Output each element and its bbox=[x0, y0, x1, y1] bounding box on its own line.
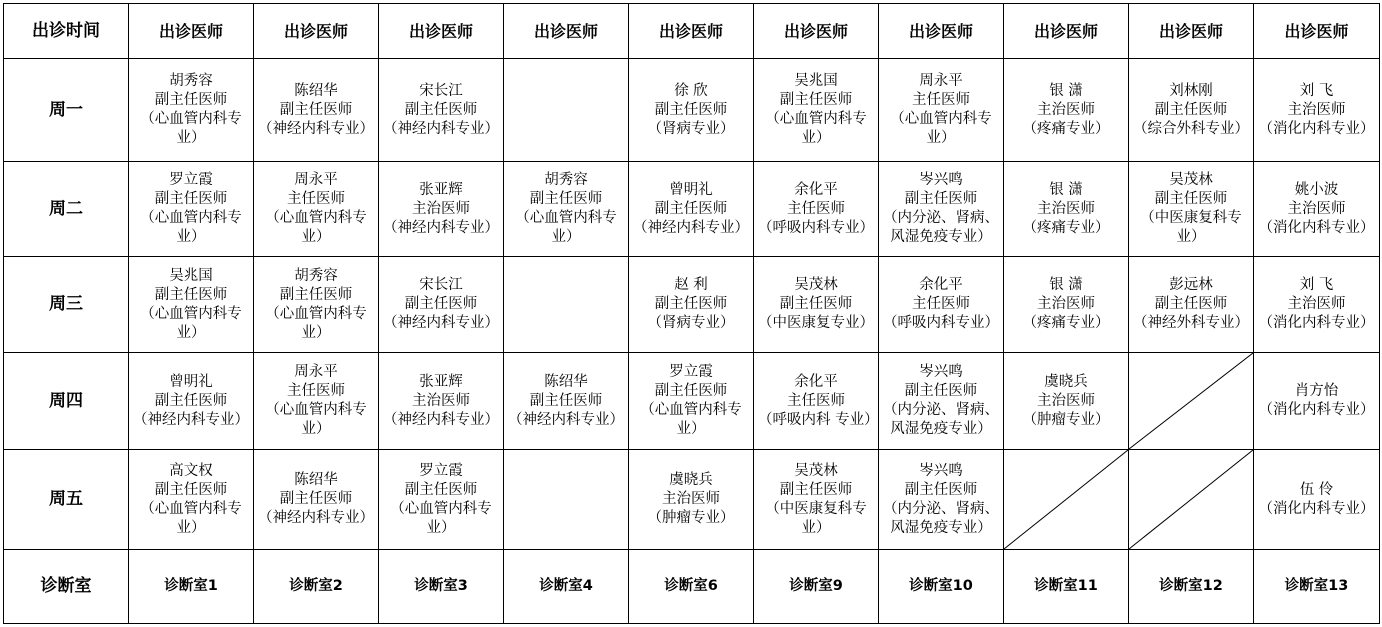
header-doctor-column: 出诊医师 bbox=[629, 4, 754, 59]
doctor-specialty: （神经内科专业） bbox=[383, 120, 499, 137]
doctor-title: 主任医师 bbox=[787, 200, 845, 217]
doctor-title: 副主任医师 bbox=[154, 191, 228, 207]
doctor-title: 副主任医师 bbox=[529, 392, 603, 409]
doctor-cell bbox=[254, 257, 379, 353]
doctor-title: 副主任医师 bbox=[279, 286, 353, 303]
doctor-specialty: （呼吸内科专业） bbox=[883, 315, 999, 331]
no-clinic-slash-cell bbox=[1129, 450, 1254, 550]
room-cell: 诊断室11 bbox=[1004, 550, 1129, 624]
room-cell: 诊断室3 bbox=[379, 550, 504, 624]
doctor-specialty: （神经外科专业） bbox=[1133, 315, 1249, 331]
doctor-title: 副主任医师 bbox=[654, 383, 728, 399]
doctor-cell bbox=[379, 353, 504, 450]
doctor-cell bbox=[379, 257, 504, 353]
doctor-name: 吴兆国 bbox=[169, 267, 213, 284]
doctor-name: 高文权 bbox=[169, 462, 213, 479]
header-doctor-column: 出诊医师 bbox=[879, 4, 1004, 59]
doctor-specialty: （心血管内科专业） bbox=[140, 305, 242, 341]
doctor-specialty: （肿瘤专业） bbox=[647, 510, 735, 526]
room-cell: 诊断室4 bbox=[504, 550, 629, 624]
doctor-name: 周永平 bbox=[919, 73, 963, 89]
doctor-specialty: （中医康复科专业） bbox=[1140, 210, 1242, 245]
doctor-cell bbox=[129, 257, 254, 353]
doctor-name: 罗立霞 bbox=[669, 364, 713, 380]
doctor-cell bbox=[129, 162, 254, 257]
doctor-name: 周永平 bbox=[294, 172, 338, 188]
doctor-name: 宋长江 bbox=[419, 277, 463, 293]
doctor-title: 副主任医师 bbox=[654, 200, 728, 217]
doctor-title: 主治医师 bbox=[1037, 200, 1095, 217]
doctor-title: 副主任医师 bbox=[654, 101, 728, 118]
doctor-cell bbox=[1004, 257, 1129, 353]
diagonal-slash-mark bbox=[1129, 353, 1253, 449]
no-clinic-slash-cell bbox=[1004, 450, 1129, 550]
doctor-title: 主治医师 bbox=[1287, 200, 1346, 217]
day-row bbox=[4, 162, 1380, 257]
day-row bbox=[4, 353, 1380, 450]
clinic-schedule-table bbox=[3, 3, 1380, 624]
doctor-cell bbox=[879, 162, 1004, 257]
doctor-cell bbox=[879, 450, 1004, 550]
doctor-title: 主任医师 bbox=[287, 191, 345, 207]
doctor-title: 主治医师 bbox=[412, 392, 470, 409]
doctor-name: 虞晓兵 bbox=[1044, 373, 1088, 390]
doctor-title: 副主任医师 bbox=[154, 481, 228, 498]
doctor-specialty: （心血管内科专业） bbox=[390, 500, 492, 536]
doctor-cell bbox=[129, 353, 254, 450]
doctor-name: 姚小波 bbox=[1294, 181, 1339, 198]
diagonal-slash-mark bbox=[1004, 450, 1128, 549]
room-cell: 诊断室12 bbox=[1129, 550, 1254, 624]
doctor-title: 主治医师 bbox=[412, 200, 470, 217]
doctor-cell bbox=[1004, 353, 1129, 450]
doctor-name: 岑兴鸣 bbox=[919, 364, 963, 380]
empty-cell bbox=[504, 59, 629, 162]
room-cell: 诊断室2 bbox=[254, 550, 379, 624]
doctor-name: 岑兴鸣 bbox=[919, 172, 963, 188]
header-doctor-column: 出诊医师 bbox=[379, 4, 504, 59]
doctor-specialty: （神经内科专业） bbox=[633, 219, 749, 236]
doctor-specialty: （消化内科专业） bbox=[1258, 500, 1375, 517]
header-doctor-column: 出诊医师 bbox=[129, 4, 254, 59]
doctor-specialty: （疼痛专业） bbox=[1022, 219, 1110, 236]
doctor-cell bbox=[379, 450, 504, 550]
doctor-name: 陈绍华 bbox=[294, 472, 338, 488]
doctor-cell bbox=[1254, 162, 1380, 257]
doctor-name: 彭远林 bbox=[1169, 277, 1213, 293]
doctor-title: 副主任医师 bbox=[904, 481, 978, 498]
doctor-title: 主治医师 bbox=[1037, 296, 1095, 312]
doctor-specialty: （肾病专业） bbox=[647, 120, 735, 137]
header-doctor-column: 出诊医师 bbox=[1254, 4, 1380, 59]
doctor-name: 肖方怡 bbox=[1294, 383, 1339, 399]
doctor-name: 吴茂林 bbox=[794, 277, 838, 293]
doctor-name: 刘 飞 bbox=[1299, 82, 1334, 99]
doctor-title: 副主任医师 bbox=[779, 481, 853, 498]
doctor-specialty: （肿瘤专业） bbox=[1022, 411, 1110, 428]
doctor-cell bbox=[504, 353, 629, 450]
day-row bbox=[4, 257, 1380, 353]
doctor-name: 宋长江 bbox=[419, 82, 463, 99]
doctor-title: 副主任医师 bbox=[279, 491, 353, 507]
doctor-cell bbox=[629, 162, 754, 257]
room-cell: 诊断室9 bbox=[754, 550, 879, 624]
doctor-cell bbox=[504, 162, 629, 257]
doctor-title: 主治医师 bbox=[1037, 101, 1095, 118]
doctor-specialty: （神经内科专业） bbox=[258, 120, 374, 137]
doctor-specialty: （心血管内科专业） bbox=[765, 111, 867, 146]
doctor-cell bbox=[254, 59, 379, 162]
doctor-title: 副主任医师 bbox=[404, 101, 478, 118]
day-row bbox=[4, 450, 1380, 550]
doctor-title: 副主任医师 bbox=[904, 191, 978, 207]
doctor-name: 吴兆国 bbox=[794, 73, 838, 89]
doctor-name: 周永平 bbox=[294, 364, 338, 380]
doctor-name: 余化平 bbox=[794, 373, 838, 390]
doctor-specialty: （中医康复专业） bbox=[758, 315, 874, 331]
header-corner-cell: 出诊时间 bbox=[4, 4, 129, 59]
doctor-specialty: （心血管内科专业） bbox=[515, 210, 617, 245]
doctor-specialty: （神经内科专业） bbox=[258, 510, 374, 526]
doctor-specialty: （综合外科专业） bbox=[1133, 120, 1249, 137]
doctor-cell bbox=[129, 450, 254, 550]
doctor-cell bbox=[254, 162, 379, 257]
doctor-cell bbox=[1254, 59, 1380, 162]
header-row bbox=[4, 4, 1380, 59]
doctor-name: 银 潇 bbox=[1049, 277, 1083, 293]
doctor-cell bbox=[754, 162, 879, 257]
doctor-cell bbox=[1254, 257, 1380, 353]
doctor-name: 吴茂林 bbox=[794, 462, 838, 479]
doctor-specialty: （疼痛专业） bbox=[1022, 120, 1110, 137]
room-row-label: 诊断室 bbox=[4, 550, 129, 624]
doctor-cell bbox=[879, 353, 1004, 450]
room-cell: 诊断室1 bbox=[129, 550, 254, 624]
doctor-specialty: （消化内科专业） bbox=[1258, 315, 1375, 331]
doctor-cell bbox=[1129, 257, 1254, 353]
doctor-cell bbox=[1129, 162, 1254, 257]
doctor-cell bbox=[254, 450, 379, 550]
doctor-name: 陈绍华 bbox=[544, 373, 588, 390]
doctor-specialty: （消化内科专业） bbox=[1258, 120, 1375, 137]
doctor-name: 罗立霞 bbox=[419, 462, 463, 479]
doctor-name: 余化平 bbox=[919, 277, 963, 293]
doctor-specialty: （心血管内科专业） bbox=[140, 111, 242, 146]
doctor-cell bbox=[754, 450, 879, 550]
doctor-name: 陈绍华 bbox=[294, 82, 338, 99]
doctor-specialty: （消化内科专业） bbox=[1258, 219, 1375, 236]
doctor-cell bbox=[129, 59, 254, 162]
doctor-specialty: （心血管内科专业） bbox=[890, 111, 992, 146]
doctor-title: 副主任医师 bbox=[779, 296, 853, 312]
doctor-cell bbox=[1129, 59, 1254, 162]
doctor-title: 副主任医师 bbox=[404, 481, 478, 498]
room-cell: 诊断室10 bbox=[879, 550, 1004, 624]
doctor-title: 副主任医师 bbox=[279, 101, 353, 118]
day-label: 周四 bbox=[4, 353, 129, 450]
doctor-title: 副主任医师 bbox=[1154, 296, 1228, 312]
header-doctor-column: 出诊医师 bbox=[1004, 4, 1129, 59]
doctor-specialty: （神经内科专业） bbox=[383, 219, 499, 236]
doctor-title: 主任医师 bbox=[912, 92, 970, 108]
doctor-specialty: （内分泌、肾病、风湿免疫专业） bbox=[883, 402, 999, 437]
doctor-cell bbox=[754, 257, 879, 353]
header-doctor-column: 出诊医师 bbox=[754, 4, 879, 59]
doctor-name: 曾明礼 bbox=[669, 181, 713, 198]
doctor-specialty: （神经内科专业） bbox=[133, 411, 249, 428]
doctor-cell bbox=[1254, 450, 1380, 550]
doctor-name: 张亚辉 bbox=[419, 181, 463, 198]
doctor-title: 副主任医师 bbox=[154, 392, 228, 409]
doctor-specialty: （呼吸内科 专业） bbox=[758, 411, 879, 428]
doctor-cell bbox=[629, 353, 754, 450]
doctor-cell bbox=[1254, 353, 1380, 450]
empty-cell bbox=[504, 257, 629, 353]
no-clinic-slash-cell bbox=[1129, 353, 1254, 450]
doctor-title: 副主任医师 bbox=[654, 296, 728, 312]
doctor-name: 罗立霞 bbox=[169, 172, 213, 188]
doctor-cell bbox=[754, 59, 879, 162]
doctor-name: 胡秀容 bbox=[294, 267, 338, 284]
doctor-title: 主任医师 bbox=[787, 392, 845, 409]
doctor-name: 岑兴鸣 bbox=[919, 462, 963, 479]
doctor-title: 主治医师 bbox=[1287, 296, 1346, 312]
doctor-cell bbox=[879, 257, 1004, 353]
doctor-name: 赵 利 bbox=[674, 277, 708, 293]
doctor-specialty: （心血管内科专业） bbox=[265, 402, 367, 437]
doctor-specialty: （神经内科专业） bbox=[383, 315, 499, 331]
day-label: 周三 bbox=[4, 257, 129, 353]
doctor-name: 刘林刚 bbox=[1169, 82, 1213, 99]
doctor-cell bbox=[754, 353, 879, 450]
doctor-title: 副主任医师 bbox=[779, 92, 853, 108]
doctor-name: 虞晓兵 bbox=[669, 472, 713, 488]
doctor-name: 吴茂林 bbox=[1169, 172, 1213, 188]
doctor-title: 副主任医师 bbox=[154, 286, 228, 303]
doctor-title: 主治医师 bbox=[1037, 392, 1095, 409]
doctor-cell bbox=[379, 162, 504, 257]
doctor-cell bbox=[879, 59, 1004, 162]
doctor-title: 副主任医师 bbox=[154, 92, 228, 108]
doctor-name: 徐 欣 bbox=[674, 82, 708, 99]
diagonal-slash-mark bbox=[1129, 450, 1253, 549]
doctor-title: 副主任医师 bbox=[904, 383, 978, 399]
header-doctor-column: 出诊医师 bbox=[1129, 4, 1254, 59]
doctor-title: 主任医师 bbox=[912, 296, 970, 312]
day-row bbox=[4, 59, 1380, 162]
doctor-name: 张亚辉 bbox=[419, 373, 463, 390]
room-cell: 诊断室13 bbox=[1254, 550, 1380, 624]
doctor-cell bbox=[629, 257, 754, 353]
doctor-specialty: （心血管内科专业） bbox=[640, 402, 742, 437]
doctor-title: 主治医师 bbox=[662, 491, 720, 507]
day-label: 周五 bbox=[4, 450, 129, 550]
doctor-cell bbox=[379, 59, 504, 162]
doctor-specialty: （心血管内科专业） bbox=[140, 210, 242, 245]
doctor-name: 胡秀容 bbox=[544, 172, 588, 188]
header-doctor-column: 出诊医师 bbox=[254, 4, 379, 59]
doctor-specialty: （中医康复科专业） bbox=[765, 500, 867, 536]
doctor-name: 刘 飞 bbox=[1299, 277, 1334, 293]
doctor-title: 副主任医师 bbox=[404, 296, 478, 312]
day-label: 周二 bbox=[4, 162, 129, 257]
room-cell: 诊断室6 bbox=[629, 550, 754, 624]
doctor-specialty: （神经内科专业） bbox=[508, 411, 624, 428]
doctor-cell bbox=[1004, 59, 1129, 162]
doctor-specialty: （肾病专业） bbox=[647, 315, 735, 331]
doctor-name: 银 潇 bbox=[1049, 181, 1083, 198]
doctor-name: 伍 伶 bbox=[1299, 481, 1334, 498]
doctor-specialty: （疼痛专业） bbox=[1022, 315, 1110, 331]
doctor-specialty: （内分泌、肾病、风湿免疫专业） bbox=[883, 500, 999, 536]
doctor-specialty: （心血管内科专业） bbox=[140, 500, 242, 536]
doctor-name: 胡秀容 bbox=[169, 73, 213, 89]
doctor-specialty: （消化内科专业） bbox=[1258, 402, 1375, 418]
doctor-specialty: （内分泌、肾病、风湿免疫专业） bbox=[883, 210, 999, 245]
doctor-title: 副主任医师 bbox=[1154, 191, 1228, 207]
doctor-specialty: （心血管内科专业） bbox=[265, 305, 367, 341]
doctor-cell bbox=[254, 353, 379, 450]
doctor-cell bbox=[629, 450, 754, 550]
doctor-title: 副主任医师 bbox=[529, 191, 603, 207]
doctor-name: 曾明礼 bbox=[169, 373, 213, 390]
doctor-name: 银 潇 bbox=[1049, 82, 1083, 99]
doctor-specialty: （神经内科专业） bbox=[383, 411, 499, 428]
header-doctor-column: 出诊医师 bbox=[504, 4, 629, 59]
doctor-title: 主任医师 bbox=[287, 383, 345, 399]
doctor-cell bbox=[1004, 162, 1129, 257]
room-row bbox=[4, 550, 1380, 624]
doctor-name: 余化平 bbox=[794, 181, 838, 198]
day-label: 周一 bbox=[4, 59, 129, 162]
doctor-specialty: （心血管内科专业） bbox=[265, 210, 367, 245]
doctor-specialty: （呼吸内科专业） bbox=[758, 219, 874, 236]
doctor-title: 副主任医师 bbox=[1154, 101, 1228, 118]
doctor-title: 主治医师 bbox=[1287, 101, 1346, 118]
empty-cell bbox=[504, 450, 629, 550]
schedule-body bbox=[4, 59, 1380, 550]
doctor-cell bbox=[629, 59, 754, 162]
